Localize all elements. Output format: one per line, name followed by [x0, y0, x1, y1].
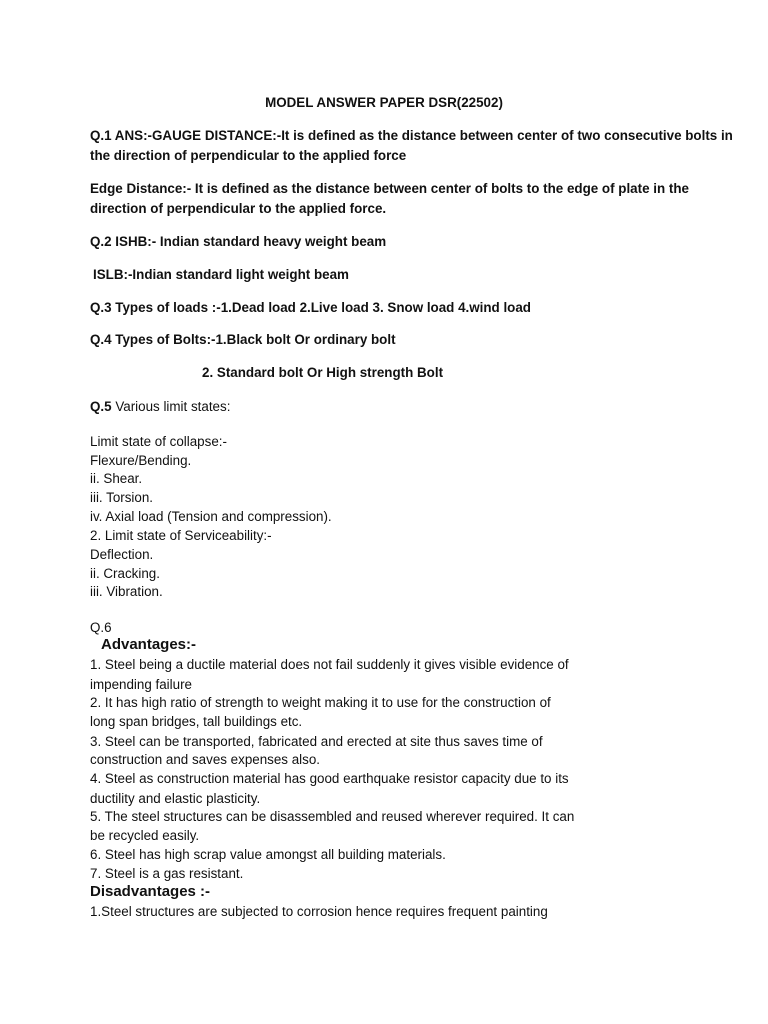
- disadvantages-heading: Disadvantages :-: [90, 883, 211, 900]
- q6-label: Q.6: [90, 620, 112, 635]
- advantage-line: impending failure: [90, 677, 192, 692]
- q5-line: iii. Torsion.: [90, 490, 154, 505]
- advantage-line: 3. Steel can be transported, fabricated and erected at site thus saves time of: [90, 734, 543, 749]
- page-title: MODEL ANSWER PAPER DSR(22502): [265, 95, 503, 110]
- advantage-line: construction and saves expenses also.: [90, 752, 321, 767]
- q4-line-1: Q.4 Types of Bolts:-1.Black bolt Or ordinary bolt: [90, 332, 396, 347]
- q3-types-of-loads: Q.3 Types of loads :-1.Dead load 2.Live load 3. Snow load 4.wind load: [90, 300, 531, 315]
- advantages-heading: Advantages:-: [101, 636, 197, 653]
- advantage-line: 7. Steel is a gas resistant.: [90, 866, 244, 881]
- edge-distance-line-1: Edge Distance:- It is defined as the distance between center of bolts to the edge of plate in the: [90, 181, 689, 196]
- advantage-line: be recycled easily.: [90, 828, 200, 843]
- advantage-line: 2. It has high ratio of strength to weight making it to use for the construction of: [90, 695, 551, 710]
- edge-distance-line-2: direction of perpendicular to the applied force.: [90, 201, 387, 216]
- advantage-line: 6. Steel has high scrap value amongst all building materials.: [90, 847, 446, 862]
- q5-line: ii. Cracking.: [90, 566, 160, 581]
- q5-heading: [90, 399, 230, 415]
- q1-line-1: Q.1 ANS:-GAUGE DISTANCE:-It is defined as the distance between center of two consecutive bolts in: [90, 128, 733, 143]
- q5-line: iii. Vibration.: [90, 584, 163, 599]
- advantage-line: 4. Steel as construction material has good earthquake resistor capacity due to its: [90, 771, 569, 786]
- q5-line: Deflection.: [90, 547, 154, 562]
- q5-line: 2. Limit state of Serviceability:-: [90, 528, 272, 543]
- q5-line: iv. Axial load (Tension and compression).: [90, 509, 332, 524]
- advantage-line: ductility and elastic plasticity.: [90, 791, 261, 806]
- q5-label: Q.5: [90, 399, 112, 414]
- disadvantage-line: 1.Steel structures are subjected to corrosion hence requires frequent painting: [90, 904, 548, 919]
- advantage-line: 1. Steel being a ductile material does not fail suddenly it gives visible evidence of: [90, 657, 569, 672]
- q5-line: Limit state of collapse:-: [90, 434, 227, 449]
- q5-line: Flexure/Bending.: [90, 453, 192, 468]
- advantage-line: long span bridges, tall buildings etc.: [90, 714, 303, 729]
- q5-line: ii. Shear.: [90, 471, 143, 486]
- q2-islb: ISLB:-Indian standard light weight beam: [93, 267, 349, 282]
- advantage-line: 5. The steel structures can be disassembled and reused wherever required. It can: [90, 809, 575, 824]
- q1-line-2: the direction of perpendicular to the applied force: [90, 148, 407, 163]
- q4-line-2: 2. Standard bolt Or High strength Bolt: [202, 365, 444, 380]
- q5-heading-text: Various limit states:: [111, 399, 231, 414]
- q2-ishb: Q.2 ISHB:- Indian standard heavy weight beam: [90, 234, 387, 249]
